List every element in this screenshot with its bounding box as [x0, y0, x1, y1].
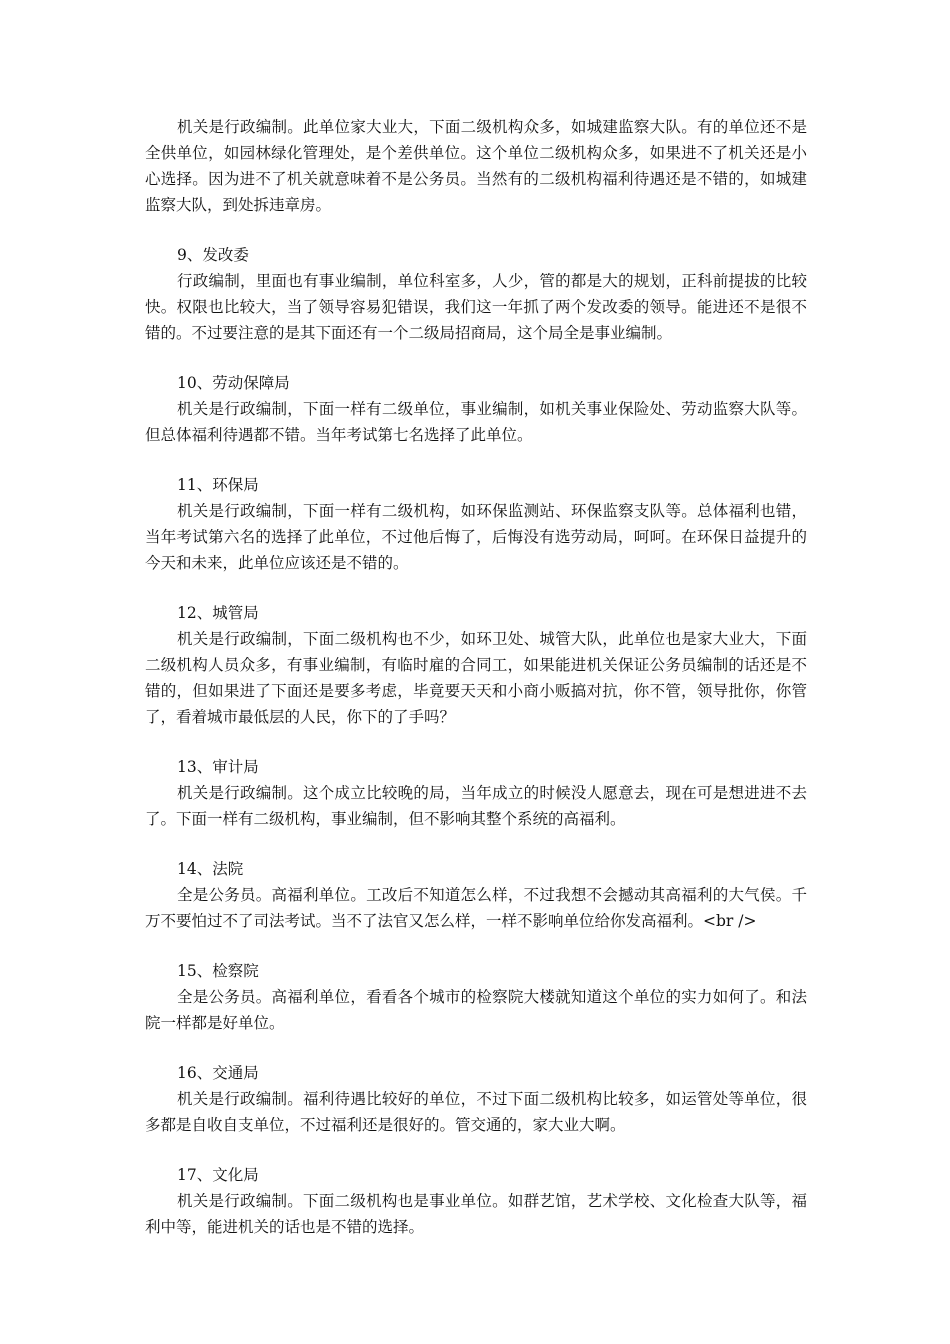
section-paragraph: 机关是行政编制。福利待遇比较好的单位，不过下面二级机构比较多，如运管处等单位，很多都是自收自支单位，不过福利还是很好的。管交通的，家大业大啊。	[145, 1090, 807, 1134]
section-jiaotong	[145, 1060, 807, 1138]
section-heading: 12、城管局	[177, 604, 259, 622]
section-paragraph: 机关是行政编制，下面一样有二级单位，事业编制，如机关事业保险处、劳动监察大队等。但总体福利待遇都不错。当年考试第七名选择了此单位。	[145, 400, 807, 444]
section-heading: 9、发改委	[177, 246, 249, 264]
section-huanbao	[145, 472, 807, 576]
section-paragraph: 机关是行政编制。这个成立比较晚的局，当年成立的时候没人愿意去，现在可是想进进不去了。下面一样有二级机构，事业编制，但不影响其整个系统的高福利。	[145, 784, 807, 828]
section-shenji	[145, 754, 807, 832]
document-body	[145, 114, 807, 1264]
section-paragraph: 机关是行政编制。下面二级机构也是事业单位。如群艺馆，艺术学校、文化检查大队等，福利中等，能进机关的话也是不错的选择。	[145, 1192, 807, 1236]
section-paragraph: 机关是行政编制，下面二级机构也不少，如环卫处、城管大队，此单位也是家大业大，下面二级机构人员众多，有事业编制，有临时雇的合同工，如果能进机关保证公务员编制的话还是不错的，但如果进了下面还是要多考虑，毕竟要天天和小商小贩搞对抗，你不管，领导批你，你管了，看着城市最低层的人民，你下的了手吗？	[145, 630, 807, 726]
section-heading: 13、审计局	[177, 758, 259, 776]
section-fayuan	[145, 856, 807, 934]
section-heading: 17、文化局	[177, 1166, 259, 1184]
section-paragraph: 全是公务员。高福利单位，看看各个城市的检察院大楼就知道这个单位的实力如何了。和法院一样都是好单位。	[145, 988, 807, 1032]
intro-paragraph: 机关是行政编制。此单位家大业大，下面二级机构众多，如城建监察大队。有的单位还不是全供单位，如园林绿化管理处，是个差供单位。这个单位二级机构众多，如果进不了机关还是小心选择。因为进不了机关就意味着不是公务员。当然有的二级机构福利待遇还是不错的，如城建监察大队，到处拆违章房。	[145, 118, 807, 214]
section-heading: 10、劳动保障局	[177, 374, 290, 392]
section-wenhua	[145, 1162, 807, 1240]
section-heading: 11、环保局	[177, 476, 259, 494]
section-chengguan	[145, 600, 807, 730]
section-laodong-baozhang	[145, 370, 807, 448]
section-paragraph: 行政编制，里面也有事业编制，单位科室多，人少，管的都是大的规划，正科前提拔的比较快。权限也比较大，当了领导容易犯错误，我们这一年抓了两个发改委的领导。能进还不是很不错的。不过要注意的是其下面还有一个二级局招商局，这个局全是事业编制。	[145, 272, 807, 342]
section-paragraph: 机关是行政编制，下面一样有二级机构，如环保监测站、环保监察支队等。总体福利也错，当年考试第六名的选择了此单位，不过他后悔了，后悔没有选劳动局，呵呵。在环保日益提升的今天和未来，此单位应该还是不错的。	[145, 502, 807, 572]
section-fagaiwei	[145, 242, 807, 346]
section-heading: 14、法院	[177, 860, 244, 878]
section-jianchayuan	[145, 958, 807, 1036]
section-heading: 16、交通局	[177, 1064, 259, 1082]
section-heading: 15、检察院	[177, 962, 259, 980]
section-paragraph: 全是公务员。高福利单位。工改后不知道怎么样，不过我想不会撼动其高福利的大气侯。千万不要怕过不了司法考试。当不了法官又怎么样，一样不影响单位给你发高福利。<br />	[145, 886, 807, 930]
intro-section	[145, 114, 807, 218]
